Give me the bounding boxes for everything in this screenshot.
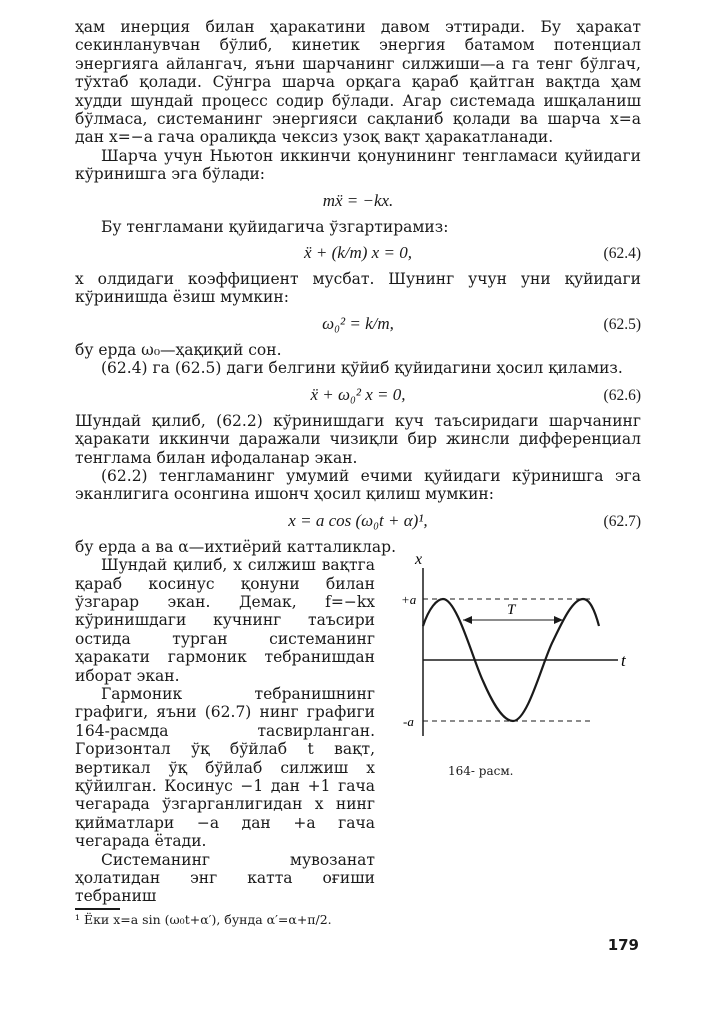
equation bbox=[75, 506, 641, 536]
plus-a-label: +a bbox=[401, 592, 417, 608]
paragraph: бу ерда a ва α—ихтиёрий катталиклар. bbox=[75, 537, 396, 556]
x-axis-label: x bbox=[415, 556, 423, 569]
paragraph: Бу тенгламани қуйидагича ўзгартирамиз: bbox=[101, 217, 449, 236]
paragraph: Шарча учун Ньютон иккинчи қонунининг тенгламаси қуйидаги кўринишга эга бўлади: bbox=[75, 146, 641, 184]
paragraph: x олдидаги коэффициент мусбат. Шунинг учун уни қуйидаги кўринишда ёзиш мумкин: bbox=[75, 270, 641, 307]
equation bbox=[75, 309, 641, 339]
equation-formula: ω₀² = k/m, bbox=[322, 313, 394, 333]
paragraph: ҳам инерция билан ҳаракатини давом эттиради. Бу ҳаракат секинланувчан бўлиб, кинетик энергия батамом потенциал энергияга айлангач, яъни шарчанинг силжиши—a га тенг бўлгач, тўхтаб қолади. Сўнгра шарча орқага қараб қайтган вақтда ҳам худди шундай процесс содир бўлади. Агар системада ишқаланиш бўлмаса, системанинг энергияси сақланиб қолади ва шарча x=a дан x=−a гача оралиқда чексиз узоқ вақт ҳаракатланади. bbox=[75, 18, 641, 147]
equation-number: (62.5) bbox=[603, 315, 641, 333]
footnote-divider bbox=[75, 908, 120, 910]
text-with-figure bbox=[75, 556, 641, 906]
paragraph: Системанинг мувозанат ҳолатидан энг катта оғиши тебраниш bbox=[75, 850, 375, 906]
equation bbox=[75, 380, 641, 410]
harmonic-oscillation-graph bbox=[393, 556, 638, 761]
period-label: T bbox=[507, 602, 516, 619]
equation-number: (62.6) bbox=[603, 386, 641, 404]
figure-caption: 164- расм. bbox=[448, 764, 514, 779]
paragraph: Шундай қилиб, x силжиш вақтга қараб косинус қонуни билан ўзгарар экан. Демак, f=−kx кўринишдаги кучнинг таъсири остида турган системанинг ҳаракати гармоник тебранишдан иборат экан. bbox=[75, 556, 375, 685]
t-axis-label: t bbox=[621, 651, 626, 671]
period-arrowhead-left bbox=[463, 616, 472, 624]
equation bbox=[75, 238, 641, 268]
equation-formula: x = a cos (ω₀t + α)¹, bbox=[288, 510, 428, 530]
equation-formula: mẍ = −kx. bbox=[322, 190, 394, 210]
paragraph: бу ерда ω₀—ҳақиқий сон. bbox=[75, 340, 282, 359]
text-column bbox=[75, 556, 375, 906]
equation-number: (62.4) bbox=[603, 245, 641, 263]
equation-number: (62.7) bbox=[603, 512, 641, 530]
footnote: ¹ Ёки x=a sin (ω₀t+α′), бунда α′=α+π/2. bbox=[75, 911, 332, 927]
minus-a-label: -a bbox=[403, 714, 414, 730]
page-number: 179 bbox=[607, 936, 639, 954]
figure-164 bbox=[393, 556, 638, 779]
equation-formula: ẍ + ω₀² x = 0, bbox=[310, 384, 406, 404]
paragraph: Гармоник тебранишнинг графиги, яъни (62.7) нинг графиги 164-расмда тасвирланган. Горизонтал ўқ бўйлаб t вақт, вертикал ўқ бўйлаб силжиш x қўйилган. Косинус −1 дан +1 гача чегарада ўзгарганлигидан x нинг қийматлари −a дан +a гача чегарада ётади. bbox=[75, 684, 375, 851]
paragraph: (62.4) га (62.5) даги белгини қўйиб қуйидагини ҳосил қиламиз. bbox=[101, 359, 623, 378]
paragraph: Шундай қилиб, (62.2) кўринишдаги куч таъсиридаги шарчанинг ҳаракати иккинчи даражали чизиқли бир жинсли дифференциал тенглама билан ифодаланар экан. bbox=[75, 411, 641, 467]
equation-formula: ẍ + (k/m) x = 0, bbox=[304, 243, 412, 263]
paragraph: (62.2) тенгламанинг умумий ечими қуйидаги кўринишга эга эканлигига осонгина ишонч ҳосил қилиш мумкин: bbox=[75, 466, 641, 504]
equation bbox=[75, 186, 641, 216]
page-body bbox=[75, 18, 641, 927]
